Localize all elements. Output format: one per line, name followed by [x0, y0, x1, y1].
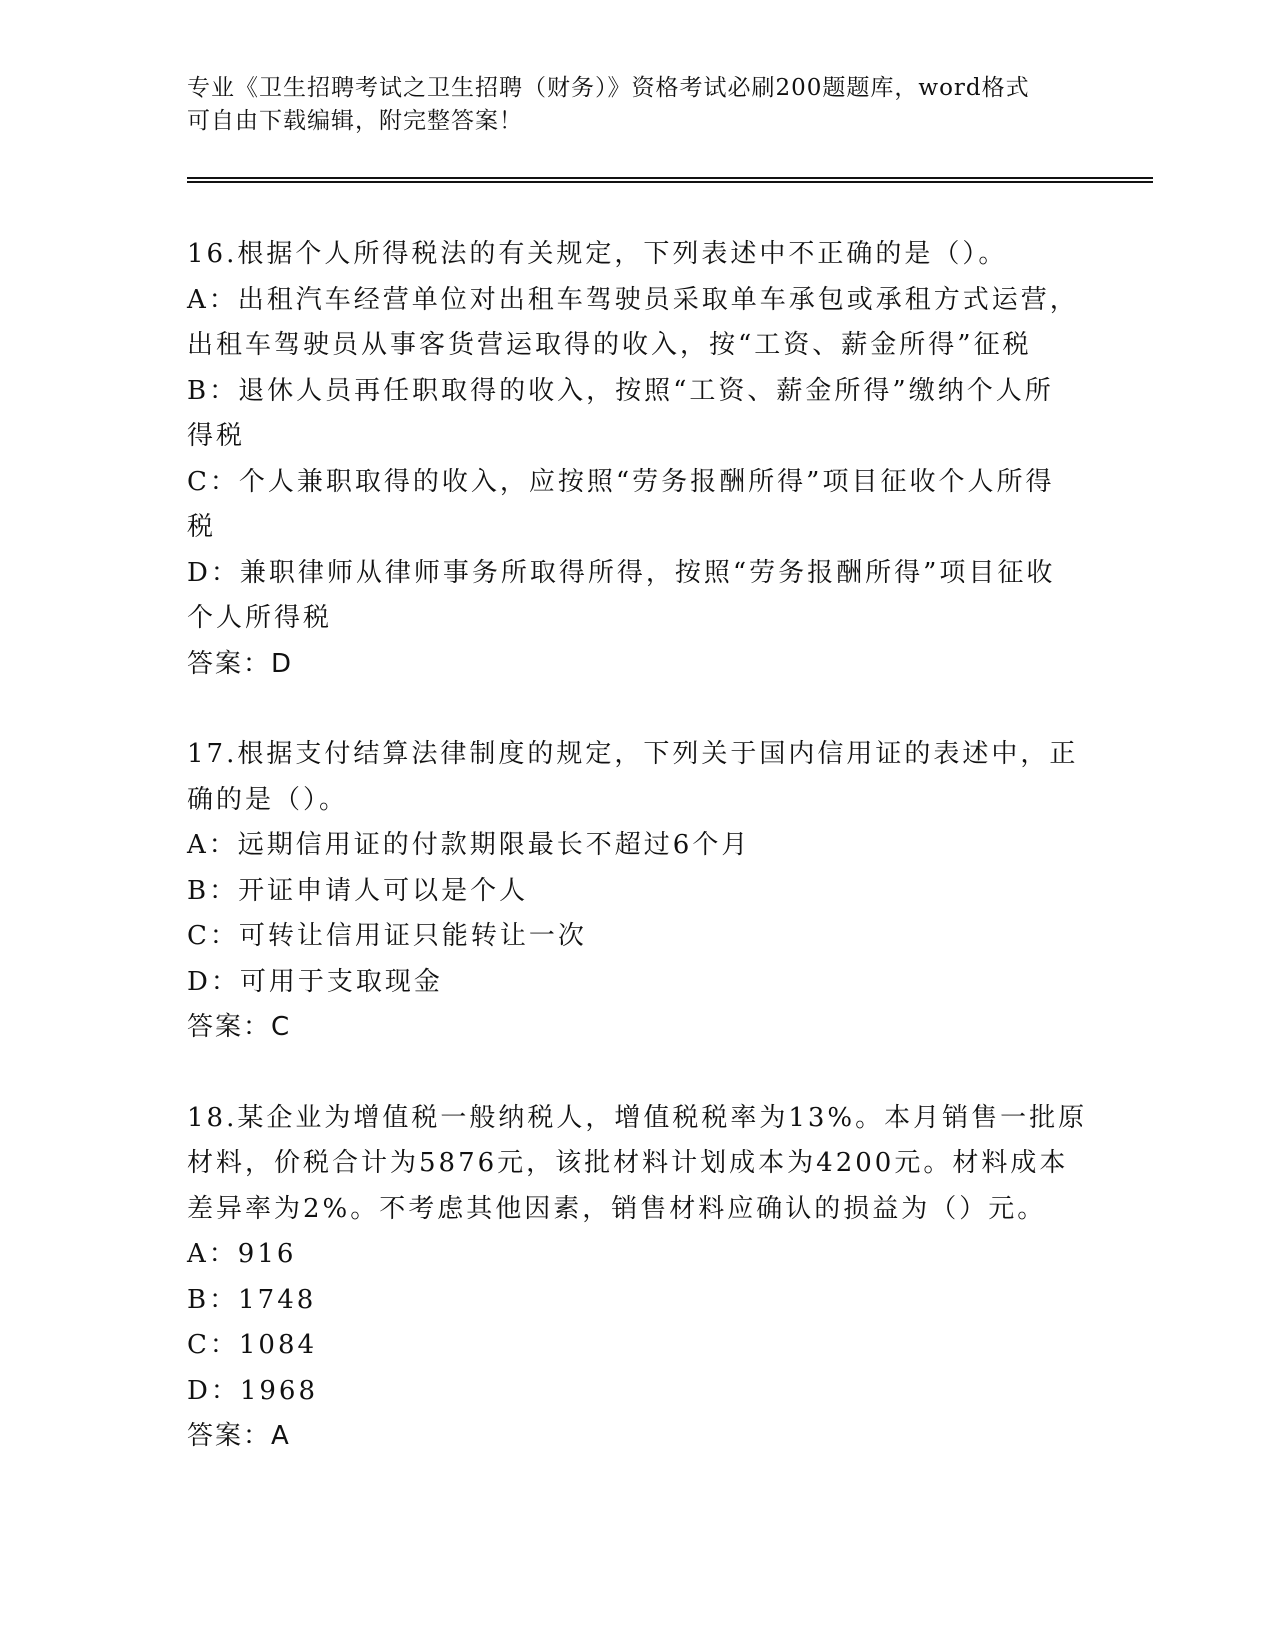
- option-c: C：1084: [187, 1330, 318, 1360]
- answer-label: 答案：C: [187, 1012, 292, 1042]
- option-c-continued: 税: [187, 512, 217, 542]
- option-a-continued: 出租车驾驶员从事客货营运取得的收入，按“工资、薪金所得”征税: [187, 330, 1032, 360]
- option-d-continued: 个人所得税: [187, 603, 333, 633]
- question-stem: 16.根据个人所得税法的有关规定，下列表述中不正确的是（）。: [187, 239, 1008, 269]
- option-a: A：出租汽车经营单位对出租车驾驶员采取单车承包或承租方式运营，: [187, 284, 1079, 315]
- answer-label: 答案：D: [187, 648, 294, 679]
- question-17: [187, 732, 1087, 1051]
- question-18: [187, 1096, 1087, 1460]
- question-list: [187, 232, 1087, 1505]
- header-line-1: 专业《卫生招聘考试之卫生招聘（财务）》资格考试必刷200题题库，word格式: [187, 75, 1030, 101]
- answer-label: 答案：A: [187, 1421, 291, 1451]
- option-b: B：开证申请人可以是个人: [187, 875, 529, 906]
- option-d: D：1968: [187, 1375, 319, 1406]
- document-header: [187, 72, 1087, 138]
- option-a: A：916: [187, 1239, 297, 1269]
- header-divider-bottom: [187, 181, 1153, 183]
- header-line-2: 可自由下载编辑，附完整答案！: [187, 108, 523, 134]
- option-c: C：可转让信用证只能转让一次: [187, 921, 587, 951]
- header-divider-top: [187, 177, 1153, 179]
- option-a: A：远期信用证的付款期限最长不超过6个月: [187, 830, 751, 860]
- question-stem: 18.某企业为增值税一般纳税人，增值税税率为13%。本月销售一批原: [187, 1102, 1088, 1133]
- question-16: [187, 232, 1087, 687]
- option-c: C：个人兼职取得的收入，应按照“劳务报酬所得”项目征收个人所得: [187, 466, 1055, 497]
- option-d: D：兼职律师从律师事务所取得所得，按照“劳务报酬所得”项目征收: [187, 557, 1056, 588]
- option-d: D：可用于支取现金: [187, 966, 443, 997]
- option-b: B：1748: [187, 1284, 317, 1315]
- question-stem-continued: 材料，价税合计为5876元，该批材料计划成本为4200元。材料成本: [187, 1148, 1069, 1178]
- option-b: B：退休人员再任职取得的收入，按照“工资、薪金所得”缴纳个人所: [187, 375, 1054, 406]
- question-stem: 17.根据支付结算法律制度的规定，下列关于国内信用证的表述中，正: [187, 739, 1079, 769]
- question-stem-continued: 确的是（）。: [187, 784, 349, 815]
- question-stem-continued: 差异率为2%。不考虑其他因素，销售材料应确认的损益为（）元。: [187, 1193, 1047, 1224]
- option-b-continued: 得税: [187, 421, 246, 451]
